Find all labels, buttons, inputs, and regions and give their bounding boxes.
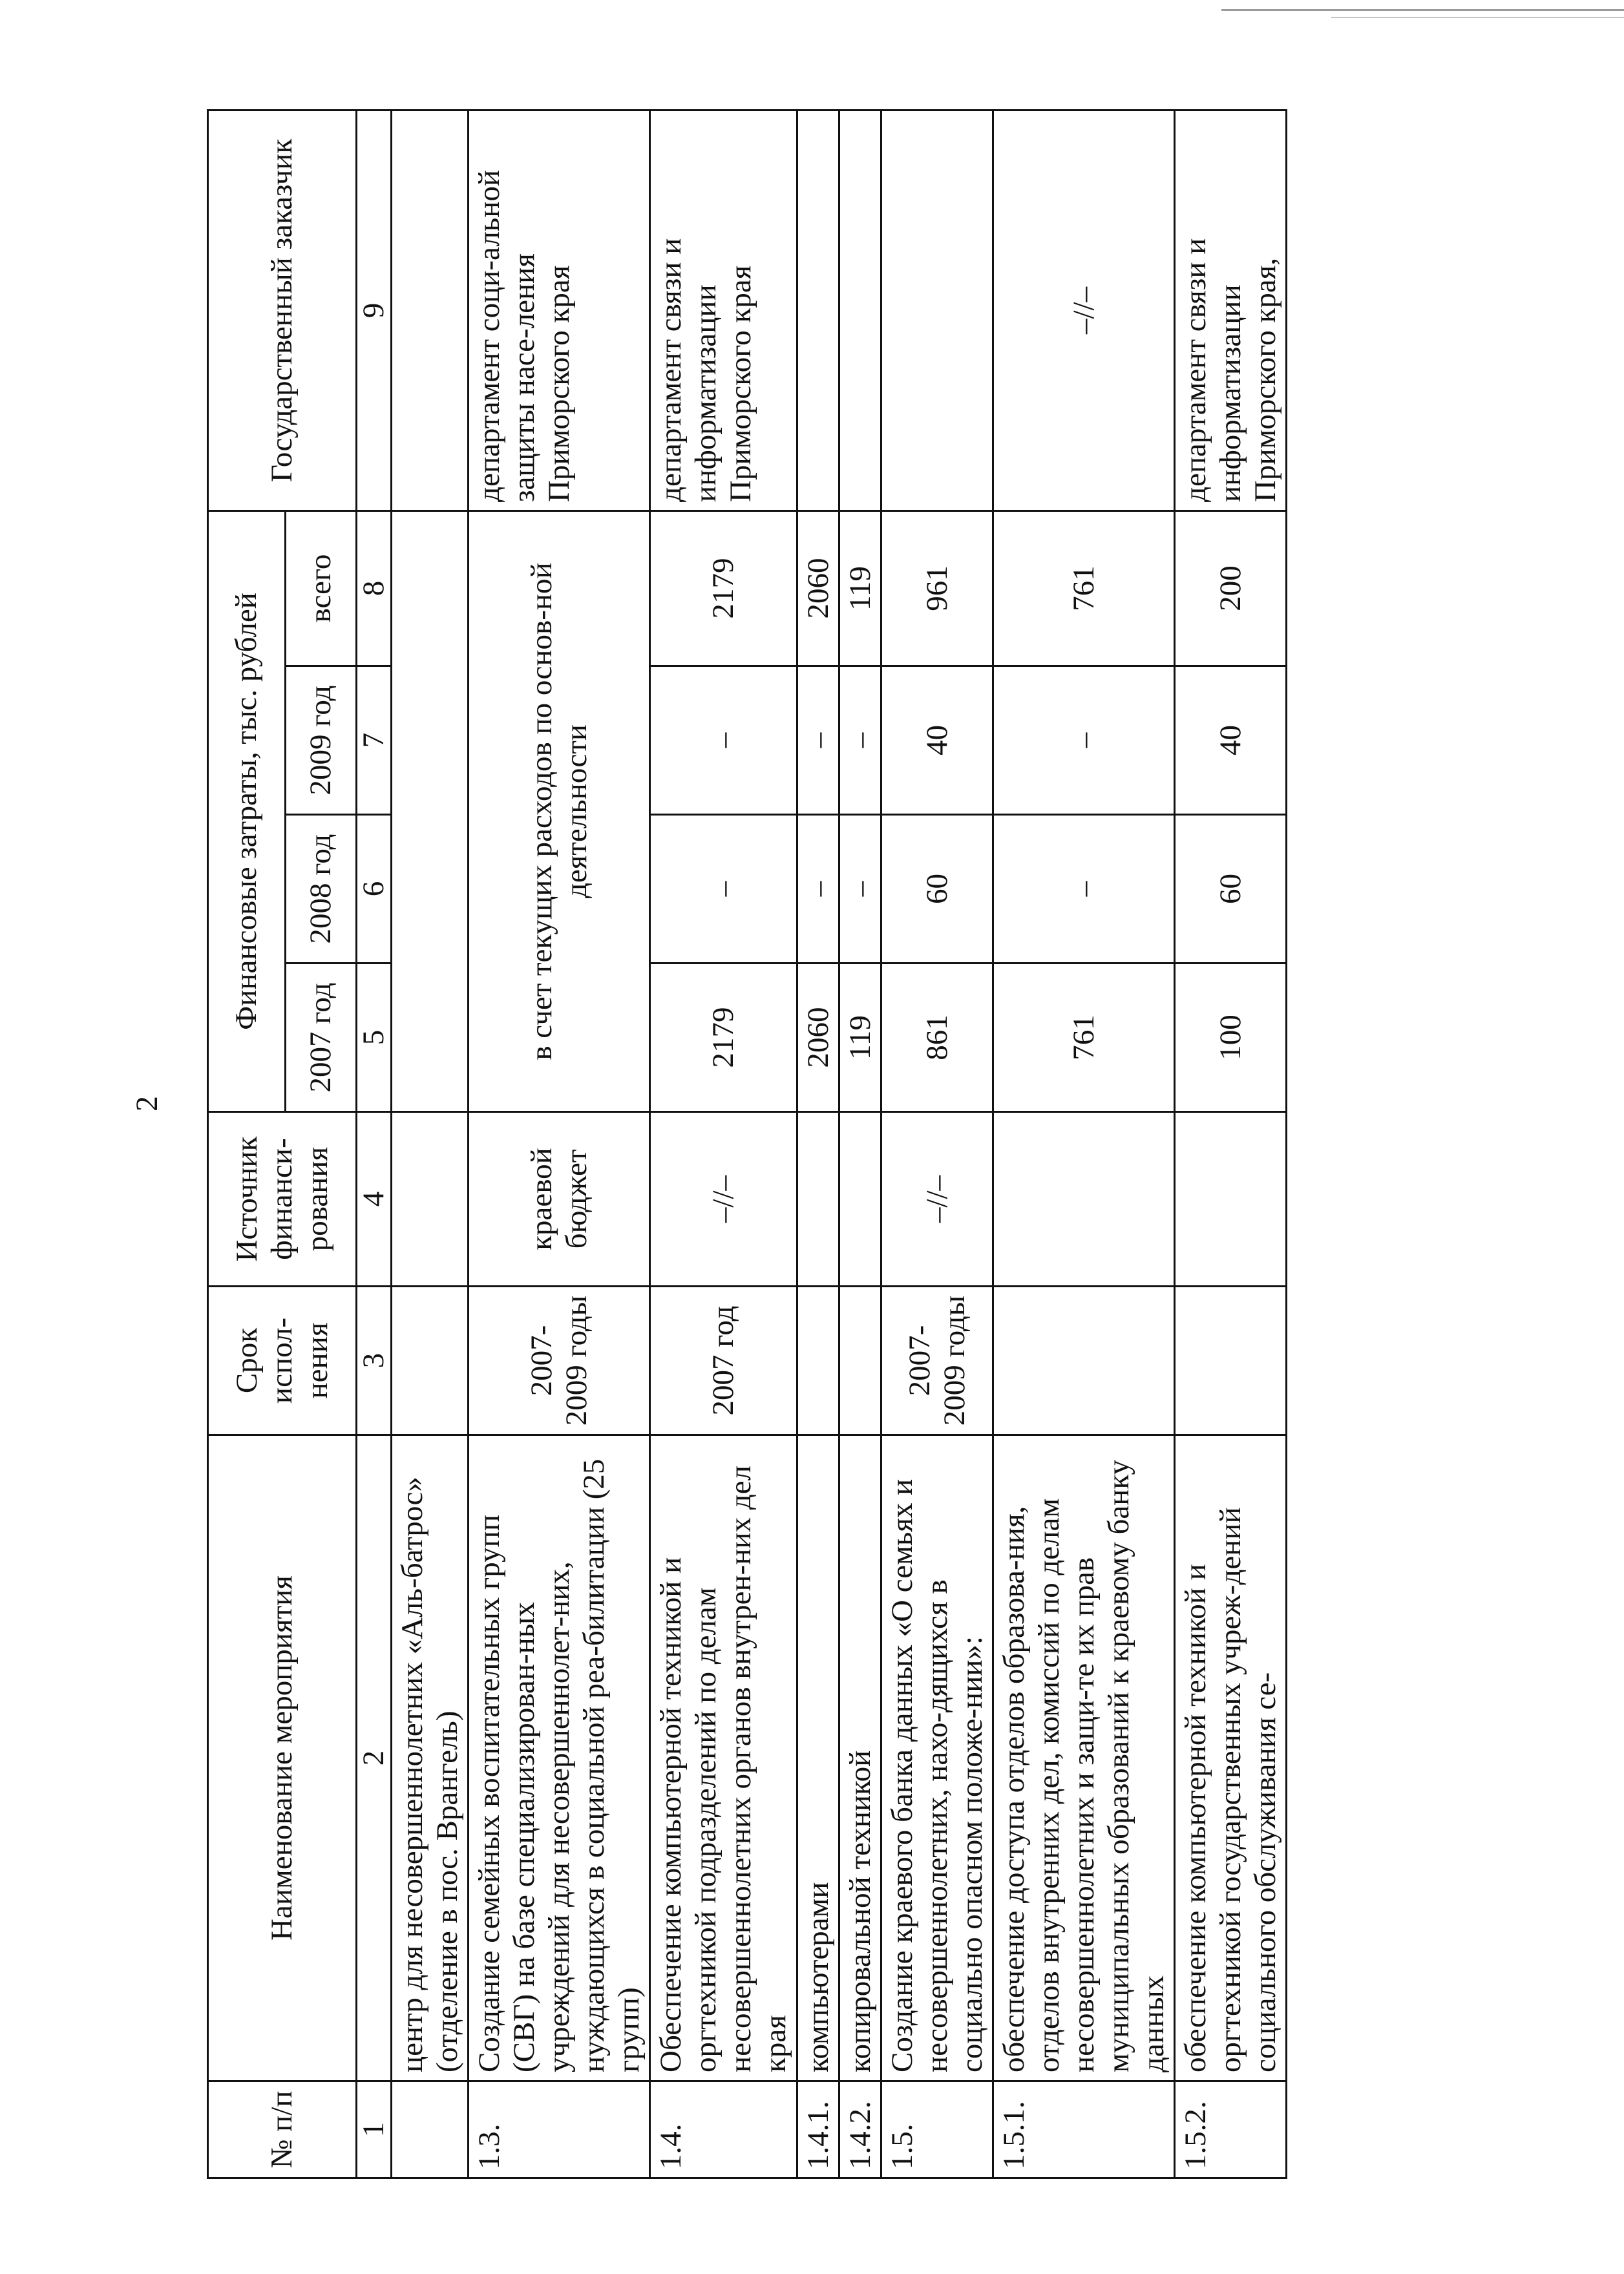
row-name: копировальной техникой bbox=[839, 1435, 881, 2081]
row-total: 200 bbox=[1174, 511, 1286, 666]
table-row bbox=[839, 110, 881, 2178]
page-number: 2 bbox=[130, 1096, 164, 1111]
row-num: 1.4.1. bbox=[797, 2081, 839, 2178]
row-source bbox=[993, 1112, 1174, 1287]
header-name: Наименование мероприятия bbox=[208, 1435, 357, 2081]
row-name: обеспечение доступа отделов образова-ния, отделов внутренних дел, комиссий по делам несовершеннолетних и защи-те их прав муниципальных образований к краевому банку данных bbox=[993, 1435, 1174, 2081]
row-2007: 2060 bbox=[797, 963, 839, 1112]
row-term: 2007-2009 годы bbox=[881, 1287, 993, 1435]
row-num: 1.5.1. bbox=[993, 2081, 1174, 2178]
row-2008: 60 bbox=[1174, 815, 1286, 963]
header-num: № п/п bbox=[208, 2081, 357, 2178]
row-name: компьютерами bbox=[797, 1435, 839, 2081]
header-customer: Государственный заказчик bbox=[208, 110, 357, 511]
row-source: –//– bbox=[881, 1112, 993, 1287]
table-row bbox=[993, 110, 1174, 2178]
row-source bbox=[1174, 1112, 1286, 1287]
row-total: 2060 bbox=[797, 511, 839, 666]
row-2008: – bbox=[993, 815, 1174, 963]
header-term: Срок испол-нения bbox=[208, 1287, 357, 1435]
row-name: Создание краевого банка данных «О семьях и несовершеннолетних, нахо-дящихся в социально опасном положе-нии»: bbox=[881, 1435, 993, 2081]
row-2007: 100 bbox=[1174, 963, 1286, 1112]
scan-artifact-line bbox=[1221, 9, 1624, 11]
table-row bbox=[1174, 110, 1286, 2178]
col-number: 4 bbox=[357, 1112, 392, 1287]
table-row bbox=[469, 110, 650, 2178]
row-customer bbox=[839, 110, 881, 511]
rotated-table-container bbox=[207, 111, 1461, 2179]
header-fin-group: Финансовые затраты, тыс. рублей bbox=[208, 511, 286, 1111]
row-2009: – bbox=[839, 666, 881, 815]
row-customer bbox=[392, 110, 469, 511]
column-number-row bbox=[357, 110, 392, 2178]
header-2008: 2008 год bbox=[286, 815, 357, 963]
col-number: 6 bbox=[357, 815, 392, 963]
col-number: 9 bbox=[357, 110, 392, 511]
row-name: обеспечение компьютерной техникой и оргтехникой государственных учреж-дений социального обслуживания се- bbox=[1174, 1435, 1286, 2081]
col-number: 7 bbox=[357, 666, 392, 815]
row-total: 2179 bbox=[650, 511, 797, 666]
measures-table bbox=[207, 109, 1287, 2179]
row-source: –//– bbox=[650, 1112, 797, 1287]
row-2009: – bbox=[650, 666, 797, 815]
row-2007: 2179 bbox=[650, 963, 797, 1112]
col-number: 2 bbox=[357, 1435, 392, 2081]
table-row bbox=[650, 110, 797, 2178]
row-2007: 119 bbox=[839, 963, 881, 1112]
row-term bbox=[392, 1287, 469, 1435]
row-source bbox=[797, 1112, 839, 1287]
header-2007: 2007 год bbox=[286, 963, 357, 1112]
row-customer bbox=[881, 110, 993, 511]
header-2009: 2009 год bbox=[286, 666, 357, 815]
col-number: 3 bbox=[357, 1287, 392, 1435]
row-name: Создание семейных воспитательных групп (СВГ) на базе специализирован-ных учреждений для несовершеннолет-них, нуждающихся в социальной реа-билитации (25 групп) bbox=[469, 1435, 650, 2081]
row-2009: 40 bbox=[881, 666, 993, 815]
row-num: 1.5.2. bbox=[1174, 2081, 1286, 2178]
row-customer: –//– bbox=[993, 110, 1174, 511]
row-source bbox=[392, 1112, 469, 1287]
col-number: 5 bbox=[357, 963, 392, 1112]
header-total: всего bbox=[286, 511, 357, 666]
row-term: 2007 год bbox=[650, 1287, 797, 1435]
row-num: 1.4.2. bbox=[839, 2081, 881, 2178]
row-customer bbox=[797, 110, 839, 511]
row-2008: – bbox=[650, 815, 797, 963]
row-customer: департамент связи и информатизации Приморского края, bbox=[1174, 110, 1286, 511]
col-number: 1 bbox=[357, 2081, 392, 2178]
row-fin-merged: в счет текущих расходов по основ-ной деятельности bbox=[469, 511, 650, 1111]
row-2008: 60 bbox=[881, 815, 993, 963]
row-total: 119 bbox=[839, 511, 881, 666]
row-source: краевой бюджет bbox=[469, 1112, 650, 1287]
row-2009: – bbox=[797, 666, 839, 815]
row-2007: 761 bbox=[993, 963, 1174, 1112]
table-row bbox=[797, 110, 839, 2178]
row-num: 1.4. bbox=[650, 2081, 797, 2178]
row-2009: 40 bbox=[1174, 666, 1286, 815]
row-term: 2007-2009 годы bbox=[469, 1287, 650, 1435]
row-customer: департамент связи и информатизации Приморского края bbox=[650, 110, 797, 511]
row-2009: – bbox=[993, 666, 1174, 815]
row-2007: 861 bbox=[881, 963, 993, 1112]
row-num: 1.5. bbox=[881, 2081, 993, 2178]
row-name: центр для несовершеннолетних «Аль-батрос» (отделение в пос. Врангель) bbox=[392, 1435, 469, 2081]
row-total: 961 bbox=[881, 511, 993, 666]
scan-artifact-line bbox=[1331, 17, 1624, 18]
row-fin bbox=[392, 511, 469, 1111]
row-source bbox=[839, 1112, 881, 1287]
row-2008: – bbox=[797, 815, 839, 963]
row-total: 761 bbox=[993, 511, 1174, 666]
table-row bbox=[392, 110, 469, 2178]
row-num: 1.3. bbox=[469, 2081, 650, 2178]
row-term bbox=[839, 1287, 881, 1435]
table-row bbox=[881, 110, 993, 2178]
row-customer: департамент соци-альной защиты насе-ления Приморского края bbox=[469, 110, 650, 511]
col-number: 8 bbox=[357, 511, 392, 666]
row-term bbox=[1174, 1287, 1286, 1435]
row-name: Обеспечение компьютерной техникой и оргтехникой подразделений по делам несовершеннолетних органов внутрен-них дел края bbox=[650, 1435, 797, 2081]
row-num bbox=[392, 2081, 469, 2178]
row-term bbox=[993, 1287, 1174, 1435]
row-term bbox=[797, 1287, 839, 1435]
row-2008: – bbox=[839, 815, 881, 963]
header-source: Источник финанси-рования bbox=[208, 1112, 357, 1287]
